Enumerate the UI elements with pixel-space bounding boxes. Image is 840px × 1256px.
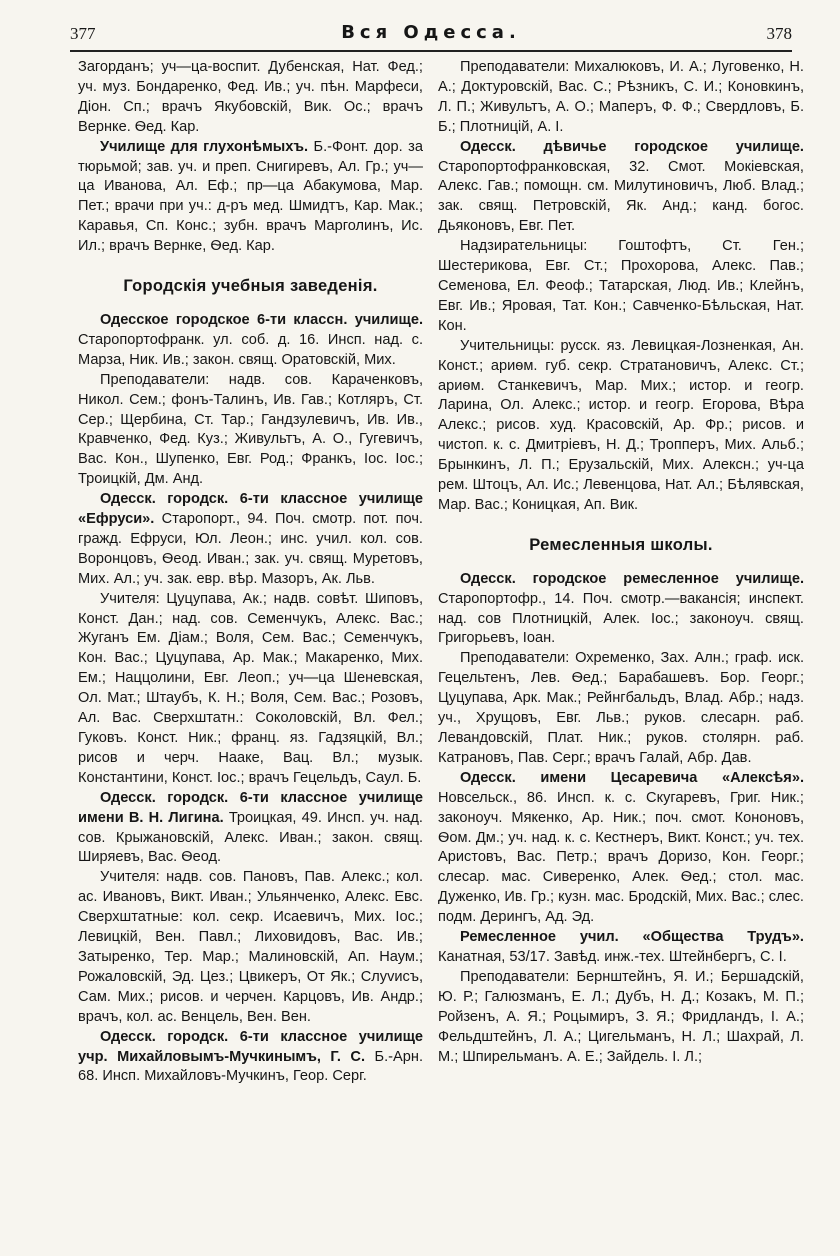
entry-text: Старопортофранковская, 32. Смот. Мокіевская, Алекс. Гав.; помощн. см. Милутиновичъ, Люб. Влад.; зак. свящ. Петровскій, Як. Анд.; канд. богос. Дьяконовъ, Евг. Пет. [438, 158, 804, 235]
page-header [70, 20, 792, 52]
entry-heading: Одесск. городск. 6-ти классное училище учр. Михайловымъ-Мучкинымъ, Г. С. [78, 1028, 423, 1065]
paragraph: Учителя: надв. сов. Пановъ, Пав. Алекс.; кол. ас. Ивановъ, Викт. Иван.; Ульянченко, Алекс. Евс. Сверхштатные: кол. секр. Исаевичъ, Мих. Іос.; Левицкій, Вен. Павл.; Лиховидовъ, Вас. Ив.; Затыренко, Тер. Мар.; Малиновскій, Ап. Наум.; Рожаловскій, Эд. Цез.; Цвикеръ, От Як.; Слуvисъ, Сам. Мих.; рисов. и черчен. Карцовъ, Ив. Андр.; врачъ, кол. ас. Венцель, Вен. Вен. [78, 869, 423, 1025]
entry-text: Старопорт., 94. Поч. смотр. пот. поч. гражд. Ефруси, Юл. Леон.; инс. учил. кол. сов. Воронцовъ, Ѳеод. Иван.; зак. уч. свящ. Муретовъ, Мих. Ал.; уч. зак. евр. вѣр. Мазоръ, Ак. Льв. [78, 511, 423, 587]
page-number-right: 378 [766, 24, 792, 43]
paragraph: Преподаватели: надв. сов. Караченковъ, Никол. Сем.; фонъ-Талинъ, Ив. Гав.; Котляръ, Ст. Сер.; Щербина, Ст. Тар.; Гандзулевичъ, Ив. Ив., Кравченко, Фед. Куз.; Живультъ, А. О., Гугевичъ, Вас. Кон., Шупенко, Евг. Род.; Франкъ, Іос. Іос.; Троицкій, Дм. Анд. [78, 371, 423, 488]
entry-heading: Одесск. городск. 6-ти классное училище «Ефруси». [78, 491, 423, 528]
entry-heading: Ремесленное учил. «Общества Трудъ». [460, 929, 804, 946]
entry-alexei-school [438, 769, 804, 928]
entry-mikhailov-school [78, 1028, 423, 1088]
entry-heading: Одесск. дѣвичье городское училище. [460, 138, 804, 155]
entry-deaf-school [78, 138, 423, 257]
entry-text: Старопортофр., 14. Поч. смотр.—вакансія; инспект. над. сов Плотницкій, Алек. Іос.; законоуч. свящ. Григорьевъ, Іоан. [438, 590, 804, 647]
page-number-left: 377 [70, 24, 96, 43]
entry-girls-school [438, 138, 804, 238]
entry-text: Троицкая, 49. Инсп. уч. над. сов. Крыжановскій, Алекс. Иван.; закон. свящ. Ширяевъ, Вас. Ѳеод. [78, 809, 423, 866]
paragraph: Учителя: Цуцупава, Ак.; надв. совѣт. Шиповъ, Конст. Дан.; над. сов. Семенчукъ, Алекс. Вас.; Жуганъ Ем. Діам.; Воля, Сем. Вас.; Семенчукъ, Кон. Вас.; Цуцупава, Ар. Мак.; Макаренко, Мих. Ем.; Наццолини, Евг. Леоп.; уч—ца Шеневская, Ол. Мат.; Штаубъ, К. Н.; Воля, Сем. Вас.; Розовъ, Ал. Вас. Сверхштатн.: Соколовскій, Вл. Фел.; Гуковъ. Конст. Ник.; франц. яз. Гадзяцкій, Вл.; рисов и черч. Нааке, Вац. Вл.; музык. Константини, Конст. Іос.; врачъ Гецельдъ, Саул. Б. [78, 590, 423, 786]
entry-city-school [78, 311, 423, 371]
entry-trade-school [438, 570, 804, 650]
left-column [78, 58, 423, 1087]
running-title: Вся Одесса. [341, 22, 521, 43]
entry-heading: Одесское городское 6-ти классн. училище. [100, 311, 423, 328]
paragraph: Загорданъ; уч—ца-воспит. Дубенская, Нат. Фед.; уч. муз. Бондаренко, Фед. Ив.; уч. пѣн. Марфеси, Діон. Сп.; врачъ Якубовскій, Вик. Ос.; врачъ Вернке. Ѳед. Кар. [78, 59, 423, 135]
entry-heading: Одесск. городское ремесленное училище. [460, 570, 804, 587]
entry-heading: Одесск. городск. 6-ти классное училище имени В. Н. Лигина. [78, 789, 423, 826]
paragraph: Учительницы: русск. яз. Левицкая-Лозненкая, Ан. Конст.; ариѳм. губ. секр. Стратановичъ, Алекс. Ст.; ариѳм. Станкевичъ, Мар. Мих.; истор. и геогр. Ларина, Ол. Алекс.; истор. и геогр. Егорова, Вѣра Алекс.; рисов. худ. Красовскій, Ар. Фр.; рисов. и чистоп. к. с. Дмитріевъ, Н. Д.; Тропперъ, Мих. Альб.; Брынкинъ, Л. П.; Ерузальскій, Мих. Алексн.; уч-ца рем. Штоцъ, Ал. Ис.; Левенцова, Нат. Ал.; Бѣлявская, Мар. Вас.; Коницкая, Ап. Вик. [438, 337, 804, 513]
entry-text: Канатная, 53/17. Завѣд. инж.-тех. Штейнбергъ, С. І. [438, 948, 787, 965]
entry-heading: Училище для глухонѣмыхъ. [100, 138, 309, 155]
section-heading-trade-schools: Ремесленныя школы. [529, 535, 713, 554]
paragraph: Преподаватели: Михалюковъ, И. А.; Луговенко, Н. А.; Доктуровскій, Вас. С.; Рѣзникъ, С. И.; Коновкинъ, Л. П.; Живультъ, А. О.; Маперъ, Ф. Ф.; Свердловъ, Б. Б.; Плотницій, А. І. [438, 59, 804, 135]
entry-heading: Одесск. имени Цесаревича «Алексѣя». [460, 769, 804, 786]
entry-text: Б.-Фонт. дор. за тюрьмой; зав. уч. и преп. Снигиревъ, Ал. Гр.; уч—ца Иванова, Ал. Еф.; пр—ца Абакумова, Мар. Пет.; врачи при уч.: д-ръ мед. Шмидтъ, Кар. Мак.; Каравья, Сп. Конс.; зубн. врачъ Марголинъ, Ис. Ил.; врачъ Вернке, Ѳед. Кар. [78, 138, 423, 255]
entry-efrusi-school [78, 490, 423, 590]
entry-ligin-school [78, 789, 423, 869]
right-column [438, 58, 804, 1067]
section-heading-city-schools: Городскія учебныя заведенія. [123, 277, 378, 296]
entry-text: Б.-Арн. 68. Инсп. Михайловъ-Мучкинъ, Геор. Серг. [78, 1048, 423, 1085]
paragraph: Преподаватели: Бернштейнъ, Я. И.; Бершадскій, Ю. Р.; Галюзманъ, Е. Л.; Дубъ, Н. Д.; Козакъ, М. П.; Ройзенъ, А. Я.; Роцымиръ, З. Я.; Фридландъ, І. А.; Фельдштейнъ, Л. А.; Цигельманъ, Н. Л.; Шахрай, Л. М.; Шпирельманъ. А. Е.; Зайдель. І. Л.; [438, 968, 804, 1065]
paragraph: Преподаватели: Охременко, Зах. Алн.; граф. иск. Гецельтенъ, Лев. Ѳед.; Барабашевъ. Бор. Георг.; Цуцупава, Арк. Мак.; Рейнгбальдъ, Влад. Абр.; надз. уч., Хрущовъ, Евг. Льв.; руков. слесарн. раб. Левандовскій, Плат. Ник.; руков. столярн. раб. Катрановъ, Пав. Серг.; врачъ Галай, Абр. Дав. [438, 650, 804, 766]
entry-text: Новсельск., 86. Инсп. к. с. Скугаревъ, Григ. Ник.; законоуч. Мякенко, Ар. Ник.; поч. смот. Кононовъ, Ѳом. Дм.; уч. над. к. с. Кестнеръ, Викт. Конст.; уч. тех. Аристовъ, Вас. Петр.; врачъ Доризо, Кон. Георг.; слесар. мас. Сиверенко, Алек. Ѳед.; стол. мас. Дуженко, Ив. Гр.; кузн. мас. Бродскій, Мих. Вас.; слес. подм. Дерингъ, Ад. Эд. [438, 789, 804, 926]
entry-trud-school [438, 928, 804, 968]
entry-text: Старопортофранк. ул. соб. д. 16. Инсп. над. с. Марза, Ник. Ив.; закон. свящ. Оратовскій, Мих. [78, 331, 423, 368]
paragraph: Надзирательницы: Гоштофтъ, Ст. Ген.; Шестерикова, Евг. Ст.; Прохорова, Алекс. Пав.; Семенова, Ел. Феоф.; Татарская, Люд. Ив.; Клейнъ, Евг. Ив.; Яровая, Тат. Кон.; Савченко-Бѣльская, Нат. Кон. [438, 238, 804, 334]
